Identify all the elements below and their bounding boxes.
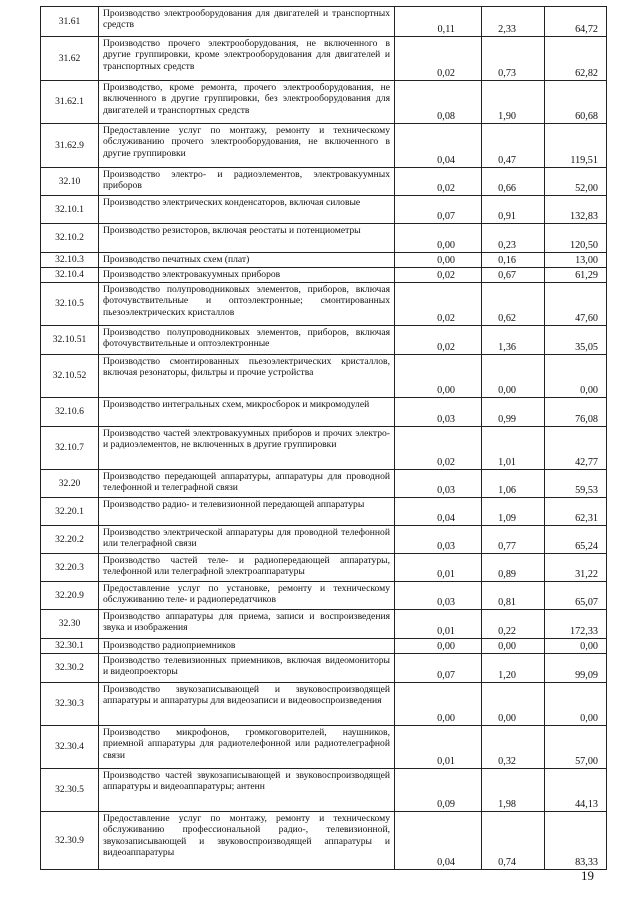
row-value-1: 0,02 bbox=[395, 283, 482, 326]
row-code: 32.10.4 bbox=[41, 268, 99, 283]
table-row bbox=[41, 268, 607, 283]
row-value-3: 60,68 bbox=[545, 81, 607, 124]
row-description: Производство передающей аппаратуры, аппаратуры для проводной телефонной и телеграфной связи bbox=[99, 470, 395, 498]
table-row bbox=[41, 639, 607, 654]
row-code: 32.10.3 bbox=[41, 253, 99, 268]
row-code: 32.20.9 bbox=[41, 582, 99, 610]
row-value-2: 0,73 bbox=[482, 37, 545, 81]
table-row bbox=[41, 610, 607, 639]
row-value-1: 0,02 bbox=[395, 427, 482, 470]
row-value-2: 0,00 bbox=[482, 683, 545, 726]
table-row bbox=[41, 7, 607, 37]
row-description: Производство электрооборудования для двигателей и транспортных средств bbox=[99, 7, 395, 37]
row-value-3: 13,00 bbox=[545, 253, 607, 268]
row-value-3: 0,00 bbox=[545, 639, 607, 654]
row-value-3: 64,72 bbox=[545, 7, 607, 37]
row-value-2: 0,99 bbox=[482, 398, 545, 427]
row-value-2: 1,36 bbox=[482, 326, 545, 355]
row-value-3: 42,77 bbox=[545, 427, 607, 470]
row-value-1: 0,00 bbox=[395, 224, 482, 253]
row-description: Производство аппаратуры для приема, записи и воспроизведения звука и изображения bbox=[99, 610, 395, 639]
row-description: Производство радио- и телевизионной передающей аппаратуры bbox=[99, 498, 395, 526]
row-code: 32.30.3 bbox=[41, 683, 99, 726]
row-code: 32.30.1 bbox=[41, 639, 99, 654]
row-value-1: 0,01 bbox=[395, 726, 482, 769]
table-row bbox=[41, 526, 607, 554]
row-code: 32.20.3 bbox=[41, 554, 99, 582]
row-description: Производство печатных схем (плат) bbox=[99, 253, 395, 268]
row-value-2: 0,67 bbox=[482, 268, 545, 283]
row-value-3: 44,13 bbox=[545, 769, 607, 812]
row-value-1: 0,01 bbox=[395, 554, 482, 582]
row-value-1: 0,00 bbox=[395, 355, 482, 398]
table-row bbox=[41, 582, 607, 610]
row-value-3: 65,24 bbox=[545, 526, 607, 554]
row-code: 32.10.52 bbox=[41, 355, 99, 398]
row-value-2: 1,09 bbox=[482, 498, 545, 526]
row-code: 32.10.6 bbox=[41, 398, 99, 427]
row-value-1: 0,11 bbox=[395, 7, 482, 37]
row-value-2: 0,74 bbox=[482, 812, 545, 870]
row-value-1: 0,03 bbox=[395, 582, 482, 610]
row-description: Производство частей теле- и радиопередающей аппаратуры, телефонной или телеграфной электроаппаратуры bbox=[99, 554, 395, 582]
row-value-3: 61,29 bbox=[545, 268, 607, 283]
row-value-3: 35,05 bbox=[545, 326, 607, 355]
row-code: 31.62 bbox=[41, 37, 99, 81]
row-value-2: 1,90 bbox=[482, 81, 545, 124]
row-code: 32.10.1 bbox=[41, 196, 99, 224]
row-code: 31.62.1 bbox=[41, 81, 99, 124]
row-value-1: 0,01 bbox=[395, 610, 482, 639]
row-value-2: 1,20 bbox=[482, 654, 545, 683]
table-row bbox=[41, 224, 607, 253]
row-code: 32.30.4 bbox=[41, 726, 99, 769]
table-row bbox=[41, 769, 607, 812]
row-code: 32.10.51 bbox=[41, 326, 99, 355]
table-row bbox=[41, 398, 607, 427]
row-code: 32.20 bbox=[41, 470, 99, 498]
row-value-1: 0,04 bbox=[395, 124, 482, 168]
row-value-3: 57,00 bbox=[545, 726, 607, 769]
row-value-3: 99,09 bbox=[545, 654, 607, 683]
table-row bbox=[41, 37, 607, 81]
row-value-3: 62,31 bbox=[545, 498, 607, 526]
row-value-2: 0,47 bbox=[482, 124, 545, 168]
row-code: 32.10.5 bbox=[41, 283, 99, 326]
row-value-3: 59,53 bbox=[545, 470, 607, 498]
table-row bbox=[41, 498, 607, 526]
row-description: Производство звукозаписывающей и звуковоспроизводящей аппаратуры и аппаратуры для видеозаписи и видеовоспроизведения bbox=[99, 683, 395, 726]
row-value-3: 76,08 bbox=[545, 398, 607, 427]
row-value-2: 0,22 bbox=[482, 610, 545, 639]
row-value-2: 0,77 bbox=[482, 526, 545, 554]
row-code: 32.30.2 bbox=[41, 654, 99, 683]
row-description: Предоставление услуг по монтажу, ремонту и техническому обслуживанию прочего электрооборудования, не включенного в другие группировки bbox=[99, 124, 395, 168]
table-row bbox=[41, 81, 607, 124]
table-row bbox=[41, 726, 607, 769]
row-value-1: 0,04 bbox=[395, 498, 482, 526]
table-row bbox=[41, 168, 607, 196]
row-value-1: 0,00 bbox=[395, 639, 482, 654]
row-description: Производство микрофонов, громкоговорителей, наушников, приемной аппаратуры для радиотелефонной или радиотелеграфной связи bbox=[99, 726, 395, 769]
row-description: Производство полупроводниковых элементов, приборов, включая фоточувствительные и оптоэлектронные; смонтированных пьезоэлектрических кристаллов bbox=[99, 283, 395, 326]
row-description: Производство интегральных схем, микросборок и микромодулей bbox=[99, 398, 395, 427]
row-value-2: 1,06 bbox=[482, 470, 545, 498]
row-description: Производство частей электровакуумных приборов и прочих электро- и радиоэлементов, не включенных в другие группировки bbox=[99, 427, 395, 470]
table-row bbox=[41, 654, 607, 683]
row-value-3: 62,82 bbox=[545, 37, 607, 81]
table-row bbox=[41, 683, 607, 726]
row-value-1: 0,04 bbox=[395, 812, 482, 870]
row-description: Производство частей звукозаписывающей и звуковоспроизводящей аппаратуры и видеоаппаратуры; антенн bbox=[99, 769, 395, 812]
row-value-1: 0,03 bbox=[395, 398, 482, 427]
row-value-3: 31,22 bbox=[545, 554, 607, 582]
table-row bbox=[41, 253, 607, 268]
table-row bbox=[41, 283, 607, 326]
row-description: Производство полупроводниковых элементов, приборов, включая фоточувствительные и оптоэлектронные bbox=[99, 326, 395, 355]
row-description: Производство электрической аппаратуры для проводной телефонной или телеграфной связи bbox=[99, 526, 395, 554]
row-value-3: 0,00 bbox=[545, 683, 607, 726]
row-value-3: 65,07 bbox=[545, 582, 607, 610]
row-value-3: 47,60 bbox=[545, 283, 607, 326]
row-description: Производство электрических конденсаторов, включая силовые bbox=[99, 196, 395, 224]
row-code: 32.10 bbox=[41, 168, 99, 196]
row-value-1: 0,00 bbox=[395, 683, 482, 726]
row-value-2: 0,32 bbox=[482, 726, 545, 769]
row-value-3: 52,00 bbox=[545, 168, 607, 196]
row-value-1: 0,08 bbox=[395, 81, 482, 124]
row-code: 32.20.1 bbox=[41, 498, 99, 526]
row-code: 32.10.2 bbox=[41, 224, 99, 253]
row-value-2: 1,01 bbox=[482, 427, 545, 470]
row-code: 32.30.9 bbox=[41, 812, 99, 870]
table-row bbox=[41, 124, 607, 168]
row-value-2: 0,81 bbox=[482, 582, 545, 610]
row-value-3: 83,33 bbox=[545, 812, 607, 870]
table-row bbox=[41, 812, 607, 870]
row-value-1: 0,02 bbox=[395, 168, 482, 196]
table-row bbox=[41, 470, 607, 498]
row-value-2: 0,91 bbox=[482, 196, 545, 224]
row-value-3: 120,50 bbox=[545, 224, 607, 253]
row-code: 32.10.7 bbox=[41, 427, 99, 470]
row-value-2: 0,16 bbox=[482, 253, 545, 268]
row-description: Производство резисторов, включая реостаты и потенциометры bbox=[99, 224, 395, 253]
row-value-1: 0,07 bbox=[395, 654, 482, 683]
row-value-1: 0,02 bbox=[395, 268, 482, 283]
table-row bbox=[41, 554, 607, 582]
table-row bbox=[41, 326, 607, 355]
row-code: 31.62.9 bbox=[41, 124, 99, 168]
row-description: Производство, кроме ремонта, прочего электрооборудования, не включенного в другие группировки, без электрооборудования для двигателей и транспортных средств bbox=[99, 81, 395, 124]
table-row bbox=[41, 355, 607, 398]
row-description: Производство радиоприемников bbox=[99, 639, 395, 654]
row-value-2: 0,89 bbox=[482, 554, 545, 582]
page-number: 19 bbox=[581, 868, 594, 883]
row-value-3: 119,51 bbox=[545, 124, 607, 168]
row-value-1: 0,03 bbox=[395, 526, 482, 554]
row-code: 32.30.5 bbox=[41, 769, 99, 812]
row-value-1: 0,02 bbox=[395, 37, 482, 81]
row-description: Предоставление услуг по монтажу, ремонту и техническому обслуживанию профессиональной радио-, телевизионной, звукозаписывающей и звуковоспроизводящей аппаратуры и видеоаппаратуры bbox=[99, 812, 395, 870]
row-description: Предоставление услуг по установке, ремонту и техническому обслуживанию теле- и радиопередатчиков bbox=[99, 582, 395, 610]
row-value-3: 0,00 bbox=[545, 355, 607, 398]
row-value-3: 132,83 bbox=[545, 196, 607, 224]
row-description: Производство электровакуумных приборов bbox=[99, 268, 395, 283]
row-code: 32.20.2 bbox=[41, 526, 99, 554]
row-value-2: 0,62 bbox=[482, 283, 545, 326]
row-description: Производство смонтированных пьезоэлектрических кристаллов, включая резонаторы, фильтры и прочие устройства bbox=[99, 355, 395, 398]
row-code: 31.61 bbox=[41, 7, 99, 37]
row-value-2: 0,66 bbox=[482, 168, 545, 196]
row-value-1: 0,03 bbox=[395, 470, 482, 498]
row-value-2: 2,33 bbox=[482, 7, 545, 37]
row-code: 32.30 bbox=[41, 610, 99, 639]
row-description: Производство телевизионных приемников, включая видеомониторы и видеопроекторы bbox=[99, 654, 395, 683]
row-value-1: 0,00 bbox=[395, 253, 482, 268]
row-description: Производство электро- и радиоэлементов, электровакуумных приборов bbox=[99, 168, 395, 196]
row-value-1: 0,09 bbox=[395, 769, 482, 812]
table-body bbox=[41, 7, 607, 870]
row-value-2: 0,00 bbox=[482, 355, 545, 398]
row-value-2: 0,23 bbox=[482, 224, 545, 253]
row-value-2: 0,00 bbox=[482, 639, 545, 654]
row-value-1: 0,02 bbox=[395, 326, 482, 355]
data-table bbox=[40, 6, 607, 870]
row-value-2: 1,98 bbox=[482, 769, 545, 812]
table-row bbox=[41, 196, 607, 224]
row-value-3: 172,33 bbox=[545, 610, 607, 639]
row-value-1: 0,07 bbox=[395, 196, 482, 224]
table-row bbox=[41, 427, 607, 470]
row-description: Производство прочего электрооборудования, не включенного в другие группировки, кроме электрооборудования для двигателей и транспортных средств bbox=[99, 37, 395, 81]
